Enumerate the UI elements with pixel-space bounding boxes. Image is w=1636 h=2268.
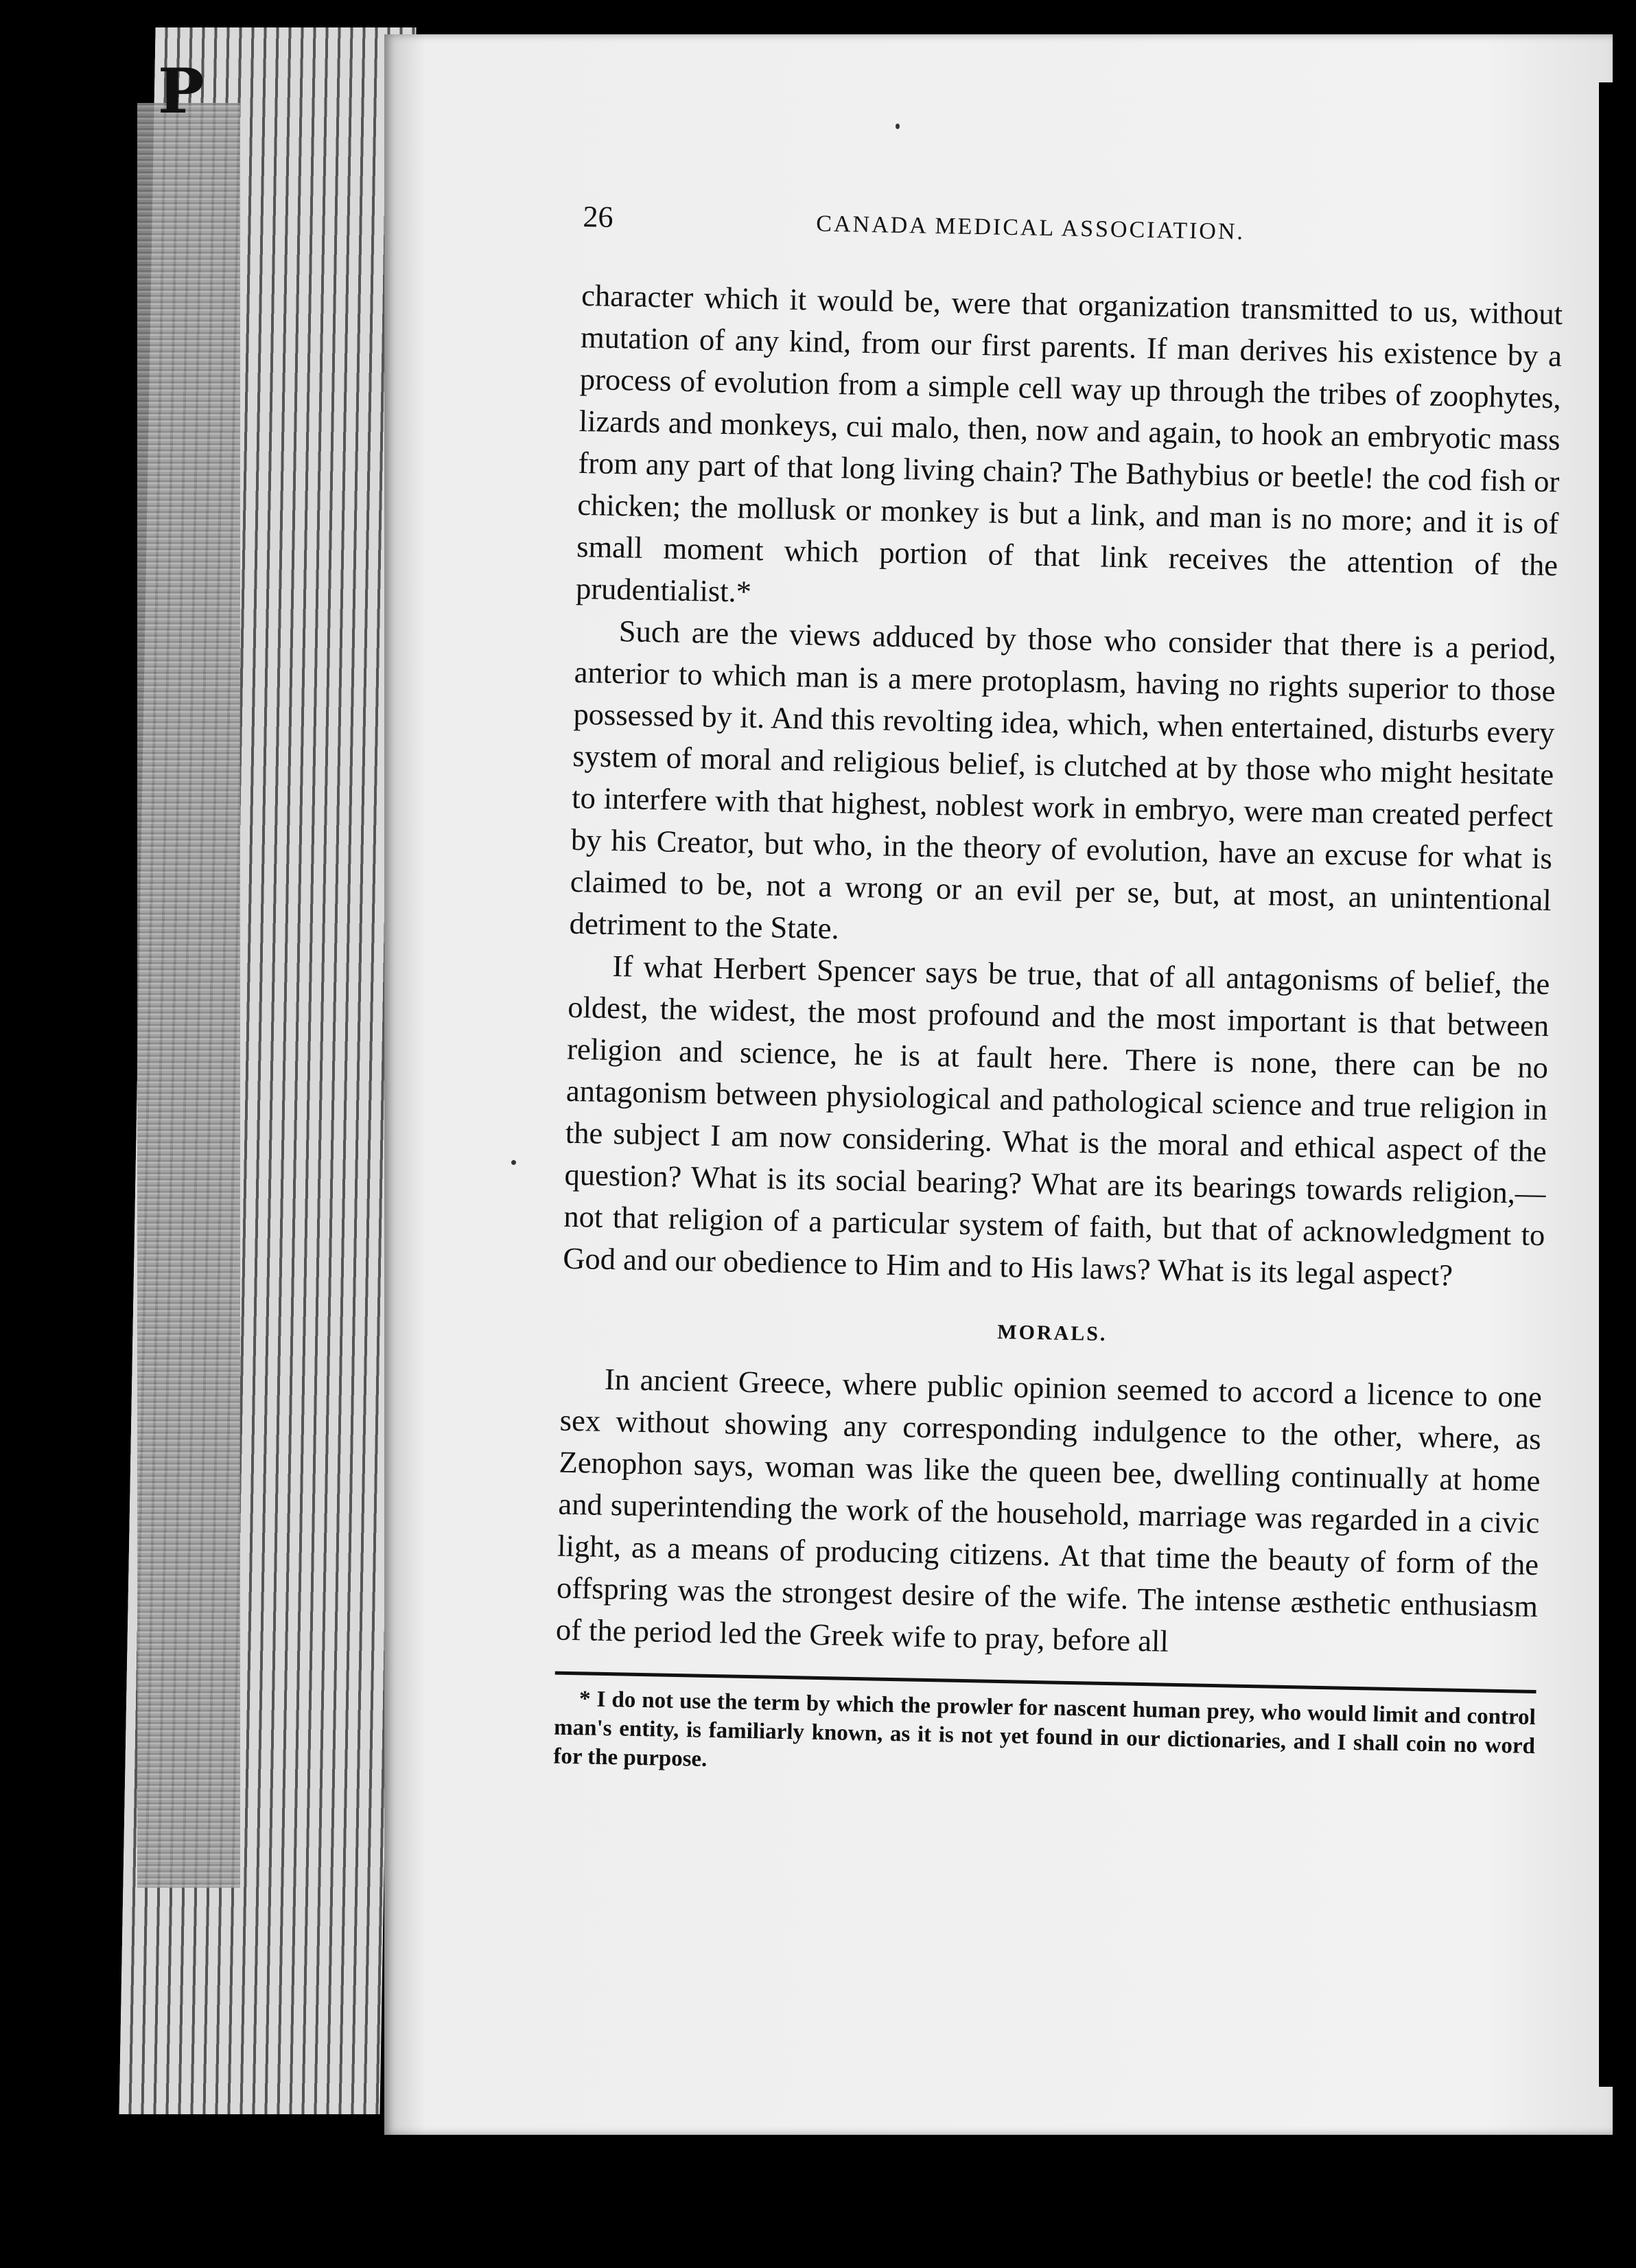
section-heading: MORALS. (997, 1320, 1108, 1345)
scan-border (1599, 82, 1636, 2087)
ink-speck (511, 1160, 516, 1165)
body-paragraph: Such are the views adduced by those who consider that there is a period, anterior to which man is a mere protoplasm, having no rights superior to those possessed by it. And this revolting idea, which, when entertained, disturbs every system of moral and religious belief, is clutched at by those who might hesitate to interfere with that highest, noblest work in embryo, were man created perfect by his Creator, but who, in the theory of evolution, have an excuse for what is claimed to be, not a wrong or an evil per se, but, at most, an unintentional detriment to the State. (569, 614, 1557, 946)
page-stack-tab: P (158, 55, 204, 128)
page-number: 26 (583, 199, 614, 234)
running-title: CANADA MEDICAL ASSOCIATION. (816, 211, 1246, 245)
footnote: * I do not use the term by which the prowler for nascent human prey, who would limit and control man's entity, is familiarly known, as it is not yet found in our dictionaries, and I shall coin no word for the purpose. (553, 1687, 1536, 1772)
ink-speck (896, 124, 900, 129)
section-paragraph: In ancient Greece, where public opinion seemed to accord a licence to one sex without showing any corresponding indulgence to the other, where, as Zenophon says, woman was like the queen bee, dwelling continually at home and superintending the work of the household, marriage was regarded in a civic light, as a means of producing citizens. At that time the beauty of form of the offspring was the strongest desire of the wife. The intense æsthetic enthusiasm of the period led the Greek wife to pray, before all (555, 1361, 1543, 1658)
page-content (553, 199, 1565, 1790)
body-paragraph: If what Herbert Spencer says be true, that of all antagonisms of belief, the oldest, the widest, the most profound and the most important is that between religion and science, he is at fault here. There is none, there can be no antagonism between physiological and pathological science and true religion in the subject I am now considering. What is the moral and ethical aspect of the question? What is its social bearing? What are its bearings towards religion,—not that religion of a particular system of faith, but that of acknowledgment to God and our obedience to Him and to His laws? What is its legal aspect? (562, 949, 1550, 1293)
book-fore-edge (137, 103, 240, 1888)
body-paragraph: character which it would be, were that organization transmitted to us, without mutation of any kind, from our first parents. If man derives his existence by a process of evolution from a simple cell way up through the tribes of zoophytes, lizards and monkeys, cui malo, then, now and again, to hook an embryotic mass from any part of that long living chain? The Bathybius or beetle! the cod fish or chicken; the mollusk or monkey is but a link, and man is no more; and it is of small moment which portion of that link receives the attention of the prudentialist.* (575, 277, 1563, 609)
